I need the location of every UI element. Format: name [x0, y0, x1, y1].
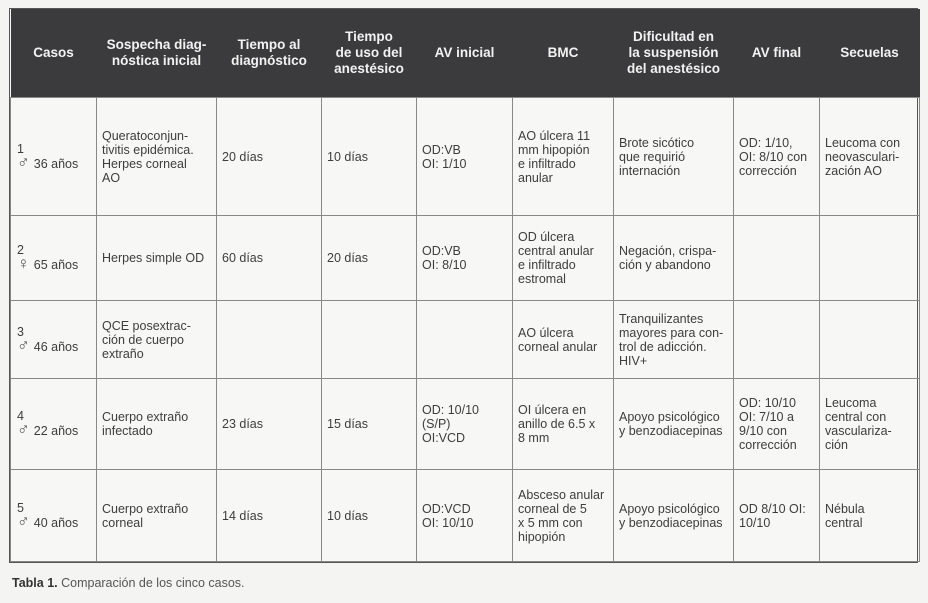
- case-number: 5: [17, 500, 24, 515]
- table-cell: OD: 1/10, OI: 8/10 con corrección: [734, 98, 820, 216]
- table-cell: Apoyo psicológico y benzodiacepinas: [614, 379, 734, 470]
- table-cell: Leucoma con neovasculari- zación AO: [820, 98, 920, 216]
- table-cell: Absceso anular corneal de 5 x 5 mm con hipopión: [513, 470, 614, 562]
- header-av-inicial: AV inicial: [417, 9, 513, 98]
- table-cell: 20 días: [217, 98, 322, 216]
- table-cell: OD:VB OI: 8/10: [417, 216, 513, 301]
- case-age: 22 años: [33, 424, 79, 438]
- table-row: [11, 216, 920, 301]
- table-cell: QCE posextrac- ción de cuerpo extraño: [97, 301, 217, 379]
- case-cell: [11, 301, 97, 379]
- header-tiempo-diagnostico: Tiempo al diagnóstico: [217, 9, 322, 98]
- table-cell: 10 días: [322, 98, 417, 216]
- case-number: 4: [17, 409, 24, 423]
- sex-icon: ♀: [17, 254, 30, 273]
- table-cell: Cuerpo extraño infectado: [97, 379, 217, 470]
- table-cell: [820, 301, 920, 379]
- table-cell: 60 días: [217, 216, 322, 301]
- header-dificultad: Dificultad en la suspensión del anestésico: [614, 9, 734, 98]
- table-cell: Leucoma central con vasculariza- ción: [820, 379, 920, 470]
- comparison-table: [10, 9, 920, 562]
- table-cell: Cuerpo extraño corneal: [97, 470, 217, 562]
- sex-icon: ♂: [17, 152, 30, 172]
- table-cell: 15 días: [322, 379, 417, 470]
- header-av-final: AV final: [734, 9, 820, 98]
- table-cell: OD:VCD OI: 10/10: [417, 470, 513, 562]
- table-cell: Queratoconjun- tivitis epidémica. Herpes corneal AO: [97, 98, 217, 216]
- table-row: [11, 379, 920, 470]
- table-cell: [734, 301, 820, 379]
- table-cell: Negación, crispa- ción y abandono: [614, 216, 734, 301]
- case-number: 2: [17, 243, 24, 257]
- case-age: 65 años: [33, 258, 79, 272]
- table-cell: OI úlcera en anillo de 6.5 x 8 mm: [513, 379, 614, 470]
- case-cell: [11, 216, 97, 301]
- case-number: 1: [17, 141, 24, 156]
- sex-icon: ♂: [17, 511, 30, 531]
- table-cell: Nébula central: [820, 470, 920, 562]
- caption-text: Comparación de los cinco casos.: [57, 576, 245, 590]
- table-cell: AO úlcera corneal anular: [513, 301, 614, 379]
- table-cell: [820, 216, 920, 301]
- case-number: 3: [17, 324, 24, 339]
- header-secuelas: Secuelas: [820, 9, 920, 98]
- case-age: 40 años: [33, 515, 79, 530]
- table-cell: AO úlcera 11 mm hipopión e infiltrado anular: [513, 98, 614, 216]
- header-sospecha: Sospecha diag- nóstica inicial: [97, 9, 217, 98]
- caption-label: Tabla 1.: [12, 576, 58, 590]
- table-row: [11, 470, 920, 562]
- table-cell: OD: 10/10 OI: 7/10 a 9/10 con corrección: [734, 379, 820, 470]
- table-cell: 14 días: [217, 470, 322, 562]
- table-cell: 23 días: [217, 379, 322, 470]
- table-cell: OD: 10/10 (S/P) OI:VCD: [417, 379, 513, 470]
- table-cell: Herpes simple OD: [97, 216, 217, 301]
- table-cell: Tranquilizantes mayores para con- trol de adicción. HIV+: [614, 301, 734, 379]
- header-tiempo-anestesico: Tiempo de uso del anestésico: [322, 9, 417, 98]
- table-cell: 10 días: [322, 470, 417, 562]
- header-bmc: BMC: [513, 9, 614, 98]
- table-cell: [734, 216, 820, 301]
- header-row: [11, 9, 920, 98]
- table-cell: [417, 301, 513, 379]
- table-cell: OD úlcera central anular e infiltrado estromal: [513, 216, 614, 301]
- table-cell: [217, 301, 322, 379]
- case-cell: [11, 379, 97, 470]
- case-cell: [11, 470, 97, 562]
- table-cell: 20 días: [322, 216, 417, 301]
- comparison-table-frame: [9, 8, 918, 563]
- sex-icon: ♂: [17, 335, 30, 355]
- table-cell: OD 8/10 OI: 10/10: [734, 470, 820, 562]
- case-age: 36 años: [33, 156, 79, 171]
- table-row: [11, 301, 920, 379]
- table-row: [11, 98, 920, 216]
- sex-icon: ♂: [17, 420, 30, 439]
- table-cell: Brote sicótico que requirió internación: [614, 98, 734, 216]
- table-caption: [12, 576, 245, 590]
- header-casos: Casos: [11, 9, 97, 98]
- table-cell: Apoyo psicológico y benzodiacepinas: [614, 470, 734, 562]
- case-age: 46 años: [33, 339, 79, 354]
- table-cell: [322, 301, 417, 379]
- table-cell: OD:VB OI: 1/10: [417, 98, 513, 216]
- case-cell: [11, 98, 97, 216]
